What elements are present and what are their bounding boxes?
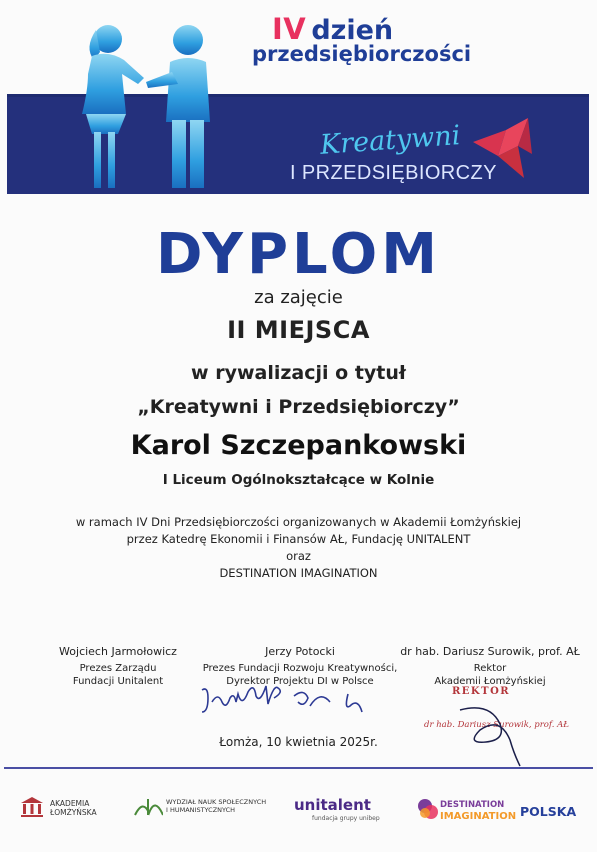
logo-text-line: WYDZIAŁ NAUK SPOŁECZNYCH <box>166 798 267 806</box>
context-line: oraz <box>286 549 311 563</box>
context-line: DESTINATION IMAGINATION <box>219 566 378 580</box>
place-date: Łomża, 10 kwietnia 2025r. <box>219 735 378 749</box>
signer-role: Akademii Łomżyńskiej <box>434 676 546 687</box>
competition-line: w rywalizacji o tytuł <box>191 362 406 384</box>
logo-text-line: AKADEMIA <box>50 799 90 808</box>
signer-role: Rektor <box>473 663 507 674</box>
signer-name: dr hab. Dariusz Surowik, prof. AŁ <box>400 645 580 658</box>
faculty-logo-icon <box>133 795 163 819</box>
award-place: II MIEJSCA <box>227 316 370 344</box>
competition-title: „Kreatywni i Przedsiębiorczy” <box>137 396 460 418</box>
recipient-name: Karol Szczepankowski <box>130 430 467 461</box>
faculty-logo-text <box>166 798 266 814</box>
unitalent-logo-subtitle: fundacja grupy unibep <box>312 815 380 822</box>
signer-role: Dyrektor Projektu DI w Polsce <box>226 676 374 687</box>
handwritten-signature-right <box>450 690 550 770</box>
signer-role: Prezes Fundacji Rozwoju Kreatywności, <box>202 663 398 674</box>
signer-name: Jerzy Potocki <box>265 645 335 658</box>
banner-script-text: Kreatywni <box>319 120 462 161</box>
school-name: I Liceum Ogólnokształcące w Kolnie <box>162 472 435 488</box>
event-line2: przedsiębiorczości <box>252 42 472 66</box>
signer-name: Wojciech Jarmołowicz <box>59 645 177 658</box>
destination-imagination-logo-icon <box>417 798 439 820</box>
context-line: w ramach IV Dni Przedsiębiorczości organizowanych w Akademii Łomżyńskiej <box>75 515 522 529</box>
di-logo-text: DESTINATION <box>440 800 505 810</box>
signer-role: Prezes Zarządu <box>79 663 157 674</box>
signature-block-right <box>390 645 590 688</box>
handwritten-signature-middle <box>198 680 388 720</box>
akademia-lomzynska-logo-icon <box>20 796 44 818</box>
logo-text-line: I HUMANISTYCZNYCH <box>166 806 236 814</box>
logo-text-line: ŁOMŻYŃSKA <box>50 808 97 817</box>
origami-bird-icon <box>468 112 538 184</box>
di-logo-text: IMAGINATION <box>440 811 517 822</box>
diploma-title: DYPLOM <box>155 222 442 287</box>
rector-stamp: REKTOR <box>452 686 511 697</box>
event-roman: IV <box>272 12 307 46</box>
banner-subtitle: I PRZEDSIĘBIORCZY <box>290 162 497 184</box>
award-for: za zajęcie <box>254 287 343 308</box>
event-word: dzień <box>311 15 394 46</box>
context-line: przez Katedrę Ekonomii i Finansów AŁ, Fundację UNITALENT <box>126 532 471 546</box>
event-title <box>252 12 522 66</box>
rector-stamp-name: dr hab. Dariusz Surowik, prof. AŁ <box>424 720 569 730</box>
akademia-lomzynska-logo-text <box>50 799 97 817</box>
polska-logo: POLSKA <box>520 804 577 819</box>
handshake-illustration <box>70 12 240 194</box>
footer-divider <box>4 767 593 769</box>
signer-role: Fundacji Unitalent <box>72 676 164 687</box>
unitalent-logo: unitalent <box>294 796 371 814</box>
